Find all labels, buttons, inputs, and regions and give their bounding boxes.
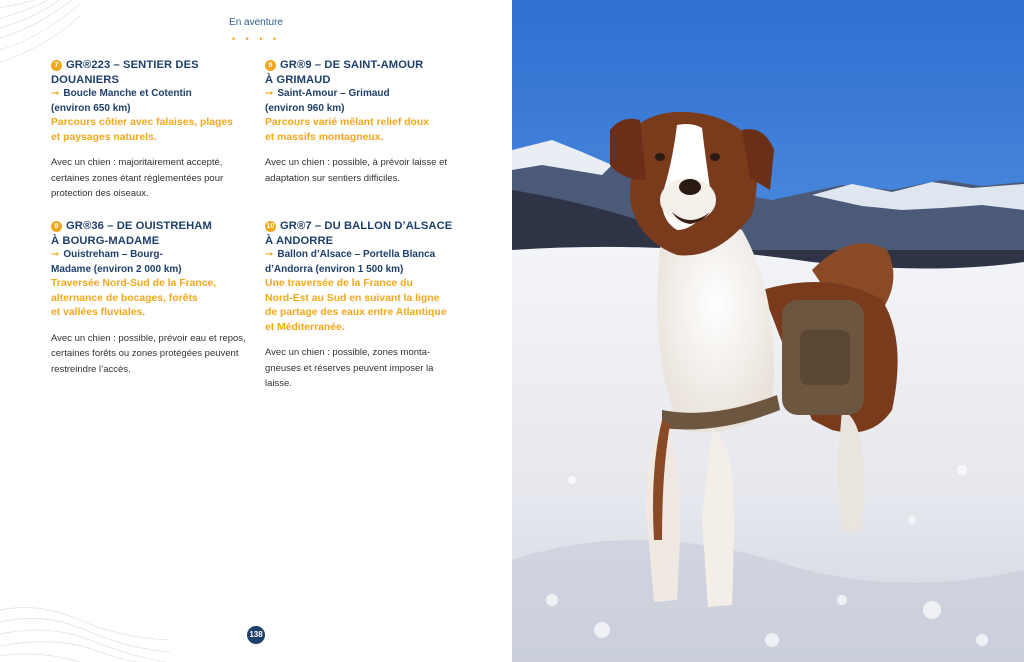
trail-heading: [265, 58, 465, 73]
trail-description-line: Une traversée de la France du: [265, 278, 413, 289]
trail-heading-line-2: À ANDORRE: [265, 234, 334, 247]
number-badge: 8: [51, 221, 62, 232]
trail-route: [51, 87, 251, 102]
trail-description-line: et paysages naturels.: [51, 131, 157, 143]
trail-description-line: et massifs montagneux.: [265, 131, 384, 143]
dog-note-line: Avec un chien : majoritairement accepté,: [51, 157, 223, 169]
running-head: En aventure: [229, 17, 283, 28]
page-number: 138: [247, 626, 265, 644]
dog-note-line: Avec un chien : possible, zones monta-: [265, 347, 431, 359]
dog-saddlebag-pocket: [800, 330, 850, 385]
trail-description-line: Nord-Est au Sud en suivant la ligne: [265, 292, 440, 304]
dog-note: [265, 345, 465, 392]
trail-heading-line-2: À BOURG-MADAME: [51, 234, 160, 247]
trail-route-line-1: Ouistreham – Bourg-: [63, 249, 163, 260]
trail-heading-line-2: À GRIMAUD: [265, 73, 331, 86]
trail-description: [51, 116, 251, 145]
trail-heading-line-1: GR®36 – DE OUISTREHAM: [66, 220, 212, 232]
trail-description: [51, 277, 251, 321]
ornament-dots: • • • •: [231, 34, 281, 44]
number-badge: 7: [51, 60, 62, 71]
trail-description-line: Parcours varié mêlant relief doux: [265, 117, 430, 128]
trail-route: [51, 248, 251, 263]
trail-description: [265, 277, 465, 335]
dog-note-line: Avec un chien : possible, prévoir eau et repos,: [51, 332, 246, 344]
trail-route-line-2: (environ 960 km): [265, 102, 345, 114]
dog-note-line: certaines zones étant réglementées pour: [51, 172, 224, 184]
dog-note: [51, 331, 251, 378]
dog-photo-illustration: [512, 0, 1024, 662]
trail-heading-line-1: GR®223 – SENTIER DES DOUANIERS: [51, 59, 199, 86]
trail-description-line: Traversée Nord-Sud de la France,: [51, 278, 217, 289]
trail-heading: [265, 219, 465, 234]
trail-description-line: et vallées fluviales.: [51, 307, 146, 319]
dog-note-line: certaines forêts ou zones protégées peuvent: [51, 348, 239, 360]
dog-note-line: gneuses et réserves peuvent imposer la: [265, 362, 434, 374]
trail-description-line: Parcours côtier avec falaises, plages: [51, 117, 233, 128]
trail-route-line-2: Madame (environ 2 000 km): [51, 263, 182, 275]
trail-heading: [51, 58, 251, 87]
trail-heading-line-1: GR®7 – DU BALLON D’ALSACE: [280, 220, 453, 232]
dog-note: [265, 155, 465, 186]
trail-entry-gr7: [265, 219, 465, 392]
trail-description-line: de partage des eaux entre Atlantique: [265, 307, 447, 319]
trail-description: [265, 116, 465, 145]
trail-route: [265, 248, 465, 263]
trail-route-line-1: Boucle Manche et Cotentin: [63, 88, 192, 99]
dog-eye-right: [710, 153, 720, 161]
arrow-right-icon: ➞: [51, 249, 60, 260]
dog-nose: [679, 179, 701, 195]
trail-route-line-1: Ballon d’Alsace – Portella Blanca: [277, 249, 436, 260]
trail-route-line-2: d’Andorra (environ 1 500 km): [265, 263, 404, 275]
trail-entry-gr9: [265, 58, 465, 186]
trail-heading-line-1: GR®9 – DE SAINT-AMOUR: [280, 59, 424, 71]
dog-note-line: Avec un chien : possible, à prévoir laisse et: [265, 157, 448, 169]
trail-route-line-2: (environ 650 km): [51, 102, 131, 114]
trail-entry-gr36: [51, 219, 251, 377]
trail-route-line-1: Saint-Amour – Grimaud: [277, 88, 390, 99]
dog-photo: [512, 0, 1024, 662]
trail-description-line: alternance de bocages, forêts: [51, 292, 198, 304]
trail-entry-gr223: [51, 58, 251, 202]
dog-note: [51, 155, 251, 202]
dog-note-line: laisse.: [265, 378, 292, 390]
dog-eye-left: [655, 153, 665, 161]
number-badge: 10: [266, 223, 275, 230]
arrow-right-icon: ➞: [265, 88, 274, 99]
number-badge: 9: [265, 60, 276, 71]
topographic-contour-bottom-left: [0, 600, 170, 662]
trail-description-line: et Méditerranée.: [265, 321, 345, 333]
trail-heading: [51, 219, 251, 234]
trail-route: [265, 87, 465, 102]
dog-note-line: protection des oiseaux.: [51, 188, 149, 200]
dog-note-line: restreindre l’accès.: [51, 363, 131, 375]
arrow-right-icon: ➞: [265, 249, 274, 260]
dog-note-line: adaptation sur sentiers difficiles.: [265, 172, 401, 184]
arrow-right-icon: ➞: [51, 88, 60, 99]
